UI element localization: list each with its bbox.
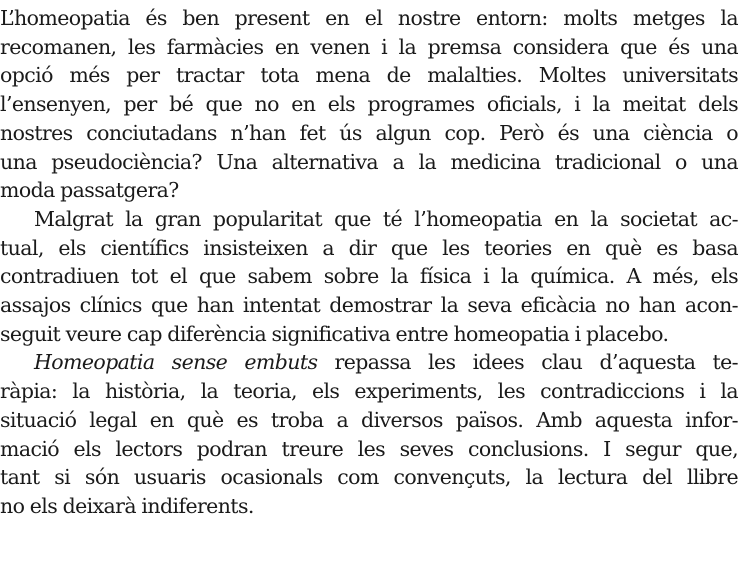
text-line: tual, els científics insisteixen a dir que les teories en què es basa	[0, 235, 738, 260]
book-title: Homeopatia sense embuts	[34, 350, 318, 375]
text-line: mació els lectors podran treure les seves conclusions. I segur que,	[0, 436, 738, 461]
text-line	[0, 348, 738, 377]
text-line: tant si són usuaris ocasionals com convençuts, la lectura del llibre	[0, 465, 738, 490]
text-line: Malgrat la gran popularitat que té l’homeopatia en la societat ac-	[34, 206, 738, 231]
paragraph-science	[0, 205, 738, 349]
text-line: contradiuen tot el que sabem sobre la física i la química. A més, els	[0, 264, 738, 289]
text-line: ràpia: la història, la teoria, els experiments, les contradiccions i la	[0, 379, 738, 404]
text-line: l’ensenyen, per bé que no en els programes oficials, i la meitat dels	[0, 92, 738, 117]
text-line: L’homeopatia és ben present en el nostre entorn: molts metges la	[0, 6, 738, 30]
text-line: assajos clínics que han intentat demostrar la seva eficàcia no han acon-	[0, 293, 738, 318]
text-line: no els deixarà indiferents.	[0, 493, 254, 518]
text-line: situació legal en què es troba a diversos països. Amb aquesta infor-	[0, 407, 738, 432]
text-line: seguit veure cap diferència significativa entre homeopatia i placebo.	[0, 321, 669, 346]
text-line: una pseudociència? Una alternativa a la medicina tradicional o una	[0, 149, 738, 174]
text-line: moda passatgera?	[0, 178, 179, 203]
text-line: opció més per tractar tota mena de malalties. Moltes universitats	[0, 63, 738, 88]
book-blurb	[0, 4, 738, 521]
text-line: recomanen, les farmàcies en venen i la premsa considera que és una	[0, 34, 738, 59]
text-line: nostres conciutadans n’han fet ús algun cop. Però és una ciència o	[0, 120, 738, 145]
text-line-rest: repassa les idees clau d’aquesta te-	[317, 350, 738, 375]
paragraph-intro	[0, 4, 738, 205]
paragraph-book	[0, 348, 738, 520]
